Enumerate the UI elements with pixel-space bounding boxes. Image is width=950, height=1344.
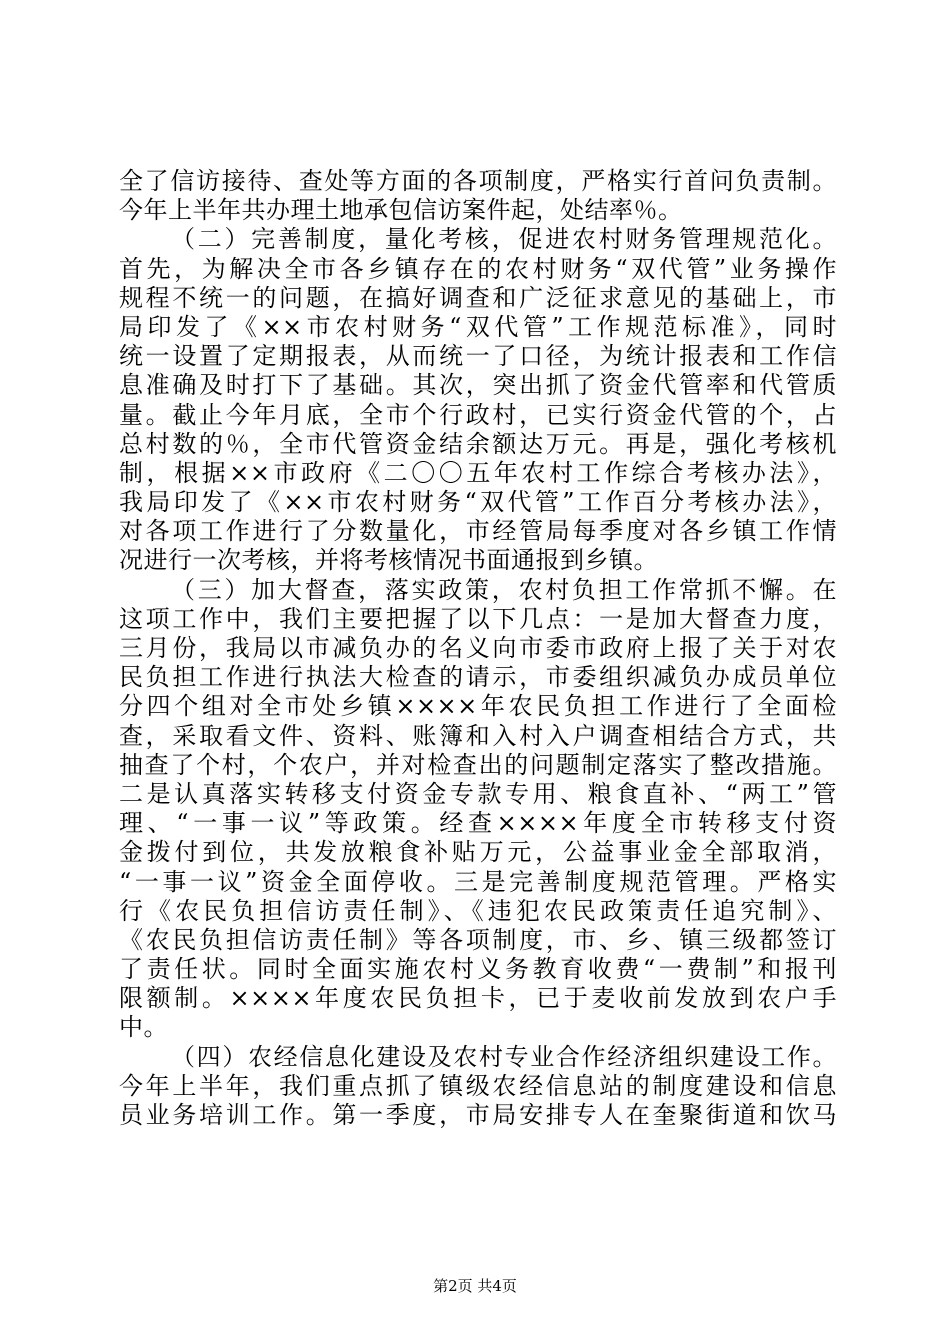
body-text-line: 分四个组对全市处乡镇××××年农民负担工作进行了全面检 — [119, 692, 837, 721]
body-text-line: 息准确及时打下了基础。其次，突出抓了资金代管率和代管质 — [119, 371, 837, 400]
body-text-line: 量。截止今年月底，全市个行政村，已实行资金代管的个，占 — [119, 400, 837, 429]
body-text-line: 况进行一次考核，并将考核情况书面通报到乡镇。 — [119, 546, 658, 575]
body-text-line: 查，采取看文件、资料、账簿和入村入户调查相结合方式，共 — [119, 721, 837, 750]
body-text-line: 三月份，我局以市减负办的名义向市委市政府上报了关于对农 — [119, 634, 837, 662]
body-text-line: 规程不统一的问题，在搞好调查和广泛征求意见的基础上，市 — [119, 283, 837, 312]
body-text-line: 抽查了个村，个农户，并对检查出的问题制定落实了整改措施。 — [119, 750, 837, 779]
document-body — [119, 167, 837, 1130]
section-heading-line: （四）农经信息化建设及农村专业合作经济组织建设工作。 — [171, 1042, 837, 1071]
body-text-line: 对各项工作进行了分数量化，市经管局每季度对各乡镇工作情 — [119, 517, 837, 546]
section-heading-line: （三）加大督查，落实政策，农村负担工作常抓不懈。在 — [171, 575, 837, 604]
body-text-line: 了责任状。同时全面实施农村义务教育收费“一费制”和报刊 — [119, 955, 837, 984]
body-text-line: 首先，为解决全市各乡镇存在的农村财务“双代管”业务操作 — [119, 254, 837, 283]
body-text-line: 《农民负担信访责任制》等各项制度，市、乡、镇三级都签订 — [119, 925, 837, 954]
body-text-line: 今年上半年共办理土地承包信访案件起，处结率％。 — [119, 196, 683, 225]
body-text-line: 全了信访接待、查处等方面的各项制度，严格实行首问负责制。 — [119, 167, 837, 195]
body-text-line: 员业务培训工作。第一季度，市局安排专人在奎聚街道和饮马 — [119, 1101, 837, 1129]
body-text-line: 二是认真落实转移支付资金专款专用、粮食直补、“两工”管 — [119, 779, 837, 808]
body-text-line: 今年上半年，我们重点抓了镇级农经信息站的制度建设和信息 — [119, 1071, 837, 1100]
body-text-line: 局印发了《××市农村财务“双代管”工作规范标准》，同时 — [119, 312, 837, 341]
body-text-line: 统一设置了定期报表，从而统一了口径，为统计报表和工作信 — [119, 342, 837, 371]
body-text-line: 这项工作中，我们主要把握了以下几点：一是加大督查力度， — [119, 604, 837, 633]
body-text-line: 行《农民负担信访责任制》、《违犯农民政策责任追究制》、 — [119, 896, 837, 925]
body-text-line: “一事一议”资金全面停收。三是完善制度规范管理。严格实 — [119, 867, 837, 896]
body-text-line: 理、“一事一议”等政策。经查××××年度全市转移支付资 — [119, 809, 837, 838]
body-text-line: 金拨付到位，共发放粮食补贴万元，公益事业金全部取消， — [119, 838, 837, 867]
body-text-line: 我局印发了《××市农村财务“双代管”工作百分考核办法》， — [119, 488, 837, 517]
body-text-line: 制，根据××市政府《二〇〇五年农村工作综合考核办法》， — [119, 458, 837, 487]
section-heading-line: （二）完善制度，量化考核，促进农村财务管理规范化。 — [171, 225, 837, 254]
body-text-line: 中。 — [119, 1013, 168, 1042]
page-number-footer: 第2页 共4页 — [433, 1277, 517, 1295]
body-text-line: 总村数的％，全市代管资金结余额达万元。再是，强化考核机 — [119, 429, 837, 458]
body-text-line: 限额制。××××年度农民负担卡，已于麦收前发放到农户手 — [119, 984, 837, 1013]
body-text-line: 民负担工作进行执法大检查的请示，市委组织减负办成员单位 — [119, 663, 837, 692]
